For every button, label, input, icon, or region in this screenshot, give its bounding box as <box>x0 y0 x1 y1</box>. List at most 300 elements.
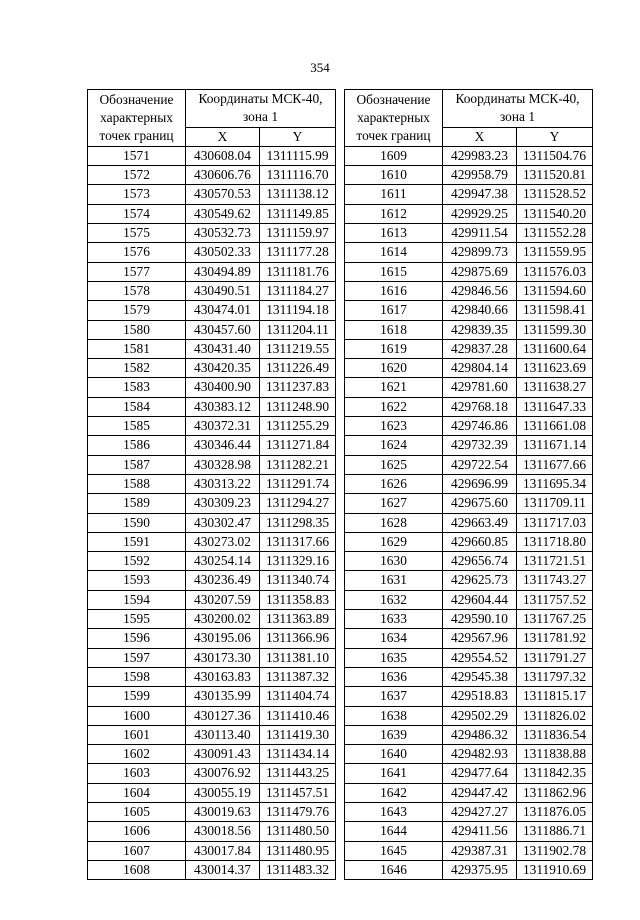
cell-y: 1311781.92 <box>517 629 593 648</box>
cell-point-id: 1601 <box>88 725 186 744</box>
header-point-line1: Обозначение <box>356 91 431 107</box>
cell-x: 430273.02 <box>186 532 260 551</box>
cell-y: 1311115.99 <box>260 146 336 165</box>
cell-point-id: 1616 <box>345 281 443 300</box>
cell-point-id: 1594 <box>88 590 186 609</box>
header-coords-line1: Координаты МСК-40, <box>455 91 580 106</box>
table-row <box>88 455 336 474</box>
header-coords-line2: зона 1 <box>499 109 536 125</box>
cell-y: 1311457.51 <box>260 783 336 802</box>
cell-x: 429899.73 <box>443 243 517 262</box>
table-row <box>88 417 336 436</box>
cell-y: 1311647.33 <box>517 397 593 416</box>
cell-x: 429545.38 <box>443 667 517 686</box>
cell-y: 1311902.78 <box>517 841 593 860</box>
table-row <box>345 513 593 532</box>
cell-point-id: 1597 <box>88 648 186 667</box>
cell-point-id: 1583 <box>88 378 186 397</box>
cell-y: 1311540.20 <box>517 204 593 223</box>
cell-point-id: 1636 <box>345 667 443 686</box>
cell-x: 430570.53 <box>186 185 260 204</box>
cell-point-id: 1571 <box>88 146 186 165</box>
cell-point-id: 1585 <box>88 417 186 436</box>
table-row <box>345 281 593 300</box>
table-row <box>345 474 593 493</box>
cell-x: 430474.01 <box>186 301 260 320</box>
cell-y: 1311671.14 <box>517 436 593 455</box>
table-row <box>88 745 336 764</box>
table-row <box>345 185 593 204</box>
cell-point-id: 1584 <box>88 397 186 416</box>
table-row <box>345 436 593 455</box>
table-row <box>88 166 336 185</box>
cell-x: 430372.31 <box>186 417 260 436</box>
table-row <box>88 822 336 841</box>
cell-y: 1311842.35 <box>517 764 593 783</box>
cell-y: 1311138.12 <box>260 185 336 204</box>
cell-y: 1311255.29 <box>260 417 336 436</box>
cell-y: 1311479.76 <box>260 802 336 821</box>
cell-x: 430163.83 <box>186 667 260 686</box>
cell-point-id: 1613 <box>345 224 443 243</box>
cell-x: 430502.33 <box>186 243 260 262</box>
header-point-designation <box>345 90 443 147</box>
table-row <box>88 378 336 397</box>
table-body-left <box>88 146 336 879</box>
cell-y: 1311528.52 <box>517 185 593 204</box>
cell-point-id: 1617 <box>345 301 443 320</box>
cell-y: 1311237.83 <box>260 378 336 397</box>
cell-y: 1311219.55 <box>260 339 336 358</box>
cell-x: 429447.42 <box>443 783 517 802</box>
table-row <box>88 224 336 243</box>
cell-x: 430254.14 <box>186 552 260 571</box>
header-coordinates <box>186 90 336 128</box>
cell-x: 430135.99 <box>186 687 260 706</box>
cell-point-id: 1618 <box>345 320 443 339</box>
cell-y: 1311159.97 <box>260 224 336 243</box>
table-row <box>88 204 336 223</box>
table-row <box>88 629 336 648</box>
cell-x: 429518.83 <box>443 687 517 706</box>
cell-point-id: 1605 <box>88 802 186 821</box>
cell-point-id: 1627 <box>345 494 443 513</box>
cell-y: 1311552.28 <box>517 224 593 243</box>
cell-point-id: 1638 <box>345 706 443 725</box>
cell-point-id: 1606 <box>88 822 186 841</box>
cell-y: 1311116.70 <box>260 166 336 185</box>
cell-point-id: 1625 <box>345 455 443 474</box>
header-coords-line1: Координаты МСК-40, <box>198 91 323 106</box>
cell-point-id: 1632 <box>345 590 443 609</box>
cell-x: 430018.56 <box>186 822 260 841</box>
table-row <box>345 571 593 590</box>
cell-point-id: 1596 <box>88 629 186 648</box>
table-row <box>88 571 336 590</box>
table-row <box>88 474 336 493</box>
cell-x: 429656.74 <box>443 552 517 571</box>
table-row <box>345 378 593 397</box>
table-row <box>88 359 336 378</box>
cell-point-id: 1589 <box>88 494 186 513</box>
cell-x: 429958.79 <box>443 166 517 185</box>
cell-y: 1311826.02 <box>517 706 593 725</box>
cell-x: 430302.47 <box>186 513 260 532</box>
cell-y: 1311480.95 <box>260 841 336 860</box>
cell-point-id: 1590 <box>88 513 186 532</box>
page-number: 354 <box>310 60 330 75</box>
cell-point-id: 1598 <box>88 667 186 686</box>
cell-point-id: 1624 <box>345 436 443 455</box>
table-row <box>345 648 593 667</box>
table-row <box>88 764 336 783</box>
table-row <box>88 262 336 281</box>
cell-x: 429375.95 <box>443 860 517 879</box>
table-row <box>88 783 336 802</box>
table-row <box>345 822 593 841</box>
table-row <box>345 301 593 320</box>
cell-point-id: 1575 <box>88 224 186 243</box>
table-row <box>345 359 593 378</box>
cell-point-id: 1644 <box>345 822 443 841</box>
cell-x: 429846.56 <box>443 281 517 300</box>
cell-x: 430207.59 <box>186 590 260 609</box>
table-row <box>88 532 336 551</box>
cell-x: 429696.99 <box>443 474 517 493</box>
cell-point-id: 1635 <box>345 648 443 667</box>
cell-y: 1311791.27 <box>517 648 593 667</box>
table-row <box>88 648 336 667</box>
cell-y: 1311177.28 <box>260 243 336 262</box>
cell-x: 429660.85 <box>443 532 517 551</box>
cell-x: 430328.98 <box>186 455 260 474</box>
cell-x: 430200.02 <box>186 610 260 629</box>
cell-y: 1311767.25 <box>517 610 593 629</box>
cell-y: 1311599.30 <box>517 320 593 339</box>
cell-y: 1311366.96 <box>260 629 336 648</box>
cell-x: 429477.64 <box>443 764 517 783</box>
table-row <box>345 552 593 571</box>
cell-x: 429387.31 <box>443 841 517 860</box>
cell-y: 1311594.60 <box>517 281 593 300</box>
cell-y: 1311838.88 <box>517 745 593 764</box>
cell-point-id: 1574 <box>88 204 186 223</box>
header-point-line2: характерных <box>100 109 173 125</box>
table-row <box>345 166 593 185</box>
cell-x: 430309.23 <box>186 494 260 513</box>
cell-point-id: 1586 <box>88 436 186 455</box>
header-coords-line2: зона 1 <box>242 109 279 125</box>
cell-y: 1311184.27 <box>260 281 336 300</box>
table-row <box>88 802 336 821</box>
cell-x: 429663.49 <box>443 513 517 532</box>
cell-x: 430400.90 <box>186 378 260 397</box>
coordinates-table-right <box>344 89 593 880</box>
table-row <box>88 146 336 165</box>
table-row <box>88 590 336 609</box>
cell-point-id: 1595 <box>88 610 186 629</box>
cell-point-id: 1572 <box>88 166 186 185</box>
cell-point-id: 1633 <box>345 610 443 629</box>
table-row <box>88 552 336 571</box>
cell-point-id: 1592 <box>88 552 186 571</box>
cell-point-id: 1604 <box>88 783 186 802</box>
table-row <box>88 667 336 686</box>
table-row <box>88 687 336 706</box>
cell-point-id: 1599 <box>88 687 186 706</box>
cell-y: 1311381.10 <box>260 648 336 667</box>
table-row <box>345 397 593 416</box>
cell-x: 429840.66 <box>443 301 517 320</box>
cell-y: 1311149.85 <box>260 204 336 223</box>
cell-point-id: 1573 <box>88 185 186 204</box>
cell-x: 429722.54 <box>443 455 517 474</box>
table-row <box>88 301 336 320</box>
cell-point-id: 1639 <box>345 725 443 744</box>
cell-point-id: 1591 <box>88 532 186 551</box>
cell-point-id: 1614 <box>345 243 443 262</box>
cell-y: 1311576.03 <box>517 262 593 281</box>
cell-x: 430055.19 <box>186 783 260 802</box>
table-row <box>88 513 336 532</box>
cell-y: 1311862.96 <box>517 783 593 802</box>
cell-point-id: 1621 <box>345 378 443 397</box>
cell-point-id: 1603 <box>88 764 186 783</box>
cell-x: 429482.93 <box>443 745 517 764</box>
cell-y: 1311181.76 <box>260 262 336 281</box>
cell-x: 429781.60 <box>443 378 517 397</box>
cell-x: 429554.52 <box>443 648 517 667</box>
cell-y: 1311886.71 <box>517 822 593 841</box>
cell-point-id: 1623 <box>345 417 443 436</box>
cell-point-id: 1622 <box>345 397 443 416</box>
coordinates-table-left <box>87 89 336 880</box>
cell-y: 1311598.41 <box>517 301 593 320</box>
cell-point-id: 1600 <box>88 706 186 725</box>
cell-y: 1311743.27 <box>517 571 593 590</box>
cell-x: 430091.43 <box>186 745 260 764</box>
cell-point-id: 1643 <box>345 802 443 821</box>
cell-y: 1311623.69 <box>517 359 593 378</box>
cell-y: 1311358.83 <box>260 590 336 609</box>
table-row <box>345 802 593 821</box>
table-row <box>88 841 336 860</box>
header-point-line3: точек границ <box>99 128 174 144</box>
cell-x: 430420.35 <box>186 359 260 378</box>
table-row <box>88 860 336 879</box>
cell-y: 1311282.21 <box>260 455 336 474</box>
header-point-line2: характерных <box>357 109 430 125</box>
cell-y: 1311559.95 <box>517 243 593 262</box>
cell-x: 429768.18 <box>443 397 517 416</box>
table-row <box>88 281 336 300</box>
table-row <box>88 397 336 416</box>
cell-x: 429625.73 <box>443 571 517 590</box>
cell-x: 429837.28 <box>443 339 517 358</box>
cell-x: 429486.32 <box>443 725 517 744</box>
cell-y: 1311483.32 <box>260 860 336 879</box>
cell-x: 430549.62 <box>186 204 260 223</box>
cell-x: 430195.06 <box>186 629 260 648</box>
table-row <box>345 841 593 860</box>
table-body-right <box>345 146 593 879</box>
cell-y: 1311504.76 <box>517 146 593 165</box>
cell-x: 429427.27 <box>443 802 517 821</box>
cell-y: 1311718.80 <box>517 532 593 551</box>
header-x: X <box>443 127 517 146</box>
cell-y: 1311410.46 <box>260 706 336 725</box>
cell-x: 429732.39 <box>443 436 517 455</box>
table-row <box>345 262 593 281</box>
cell-point-id: 1637 <box>345 687 443 706</box>
table-row <box>345 146 593 165</box>
cell-x: 429911.54 <box>443 224 517 243</box>
table-row <box>345 706 593 725</box>
cell-point-id: 1642 <box>345 783 443 802</box>
cell-point-id: 1578 <box>88 281 186 300</box>
cell-point-id: 1646 <box>345 860 443 879</box>
cell-y: 1311520.81 <box>517 166 593 185</box>
cell-y: 1311194.18 <box>260 301 336 320</box>
cell-y: 1311836.54 <box>517 725 593 744</box>
cell-y: 1311363.89 <box>260 610 336 629</box>
cell-y: 1311677.66 <box>517 455 593 474</box>
cell-x: 430014.37 <box>186 860 260 879</box>
header-point-designation <box>88 90 186 147</box>
cell-point-id: 1610 <box>345 166 443 185</box>
cell-x: 430431.40 <box>186 339 260 358</box>
cell-y: 1311317.66 <box>260 532 336 551</box>
cell-point-id: 1631 <box>345 571 443 590</box>
header-y: Y <box>260 127 336 146</box>
table-row <box>345 667 593 686</box>
table-row <box>345 590 593 609</box>
cell-point-id: 1581 <box>88 339 186 358</box>
header-x: X <box>186 127 260 146</box>
cell-y: 1311721.51 <box>517 552 593 571</box>
cell-y: 1311226.49 <box>260 359 336 378</box>
cell-x: 430383.12 <box>186 397 260 416</box>
cell-x: 429502.29 <box>443 706 517 725</box>
cell-point-id: 1579 <box>88 301 186 320</box>
cell-y: 1311876.05 <box>517 802 593 821</box>
cell-x: 429675.60 <box>443 494 517 513</box>
table-row <box>345 204 593 223</box>
cell-point-id: 1593 <box>88 571 186 590</box>
table-row <box>345 745 593 764</box>
table-row <box>345 532 593 551</box>
cell-x: 430457.60 <box>186 320 260 339</box>
cell-y: 1311340.74 <box>260 571 336 590</box>
table-row <box>345 687 593 706</box>
table-row <box>345 860 593 879</box>
cell-point-id: 1609 <box>345 146 443 165</box>
cell-x: 429929.25 <box>443 204 517 223</box>
cell-x: 429875.69 <box>443 262 517 281</box>
cell-point-id: 1640 <box>345 745 443 764</box>
cell-y: 1311717.03 <box>517 513 593 532</box>
table-row <box>345 320 593 339</box>
cell-x: 429839.35 <box>443 320 517 339</box>
cell-y: 1311695.34 <box>517 474 593 493</box>
table-row <box>345 494 593 513</box>
cell-point-id: 1628 <box>345 513 443 532</box>
cell-point-id: 1577 <box>88 262 186 281</box>
cell-y: 1311298.35 <box>260 513 336 532</box>
cell-x: 430173.30 <box>186 648 260 667</box>
cell-x: 430490.51 <box>186 281 260 300</box>
cell-point-id: 1580 <box>88 320 186 339</box>
table-row <box>88 494 336 513</box>
cell-x: 430606.76 <box>186 166 260 185</box>
cell-y: 1311271.84 <box>260 436 336 455</box>
cell-x: 430127.36 <box>186 706 260 725</box>
table-row <box>345 243 593 262</box>
cell-point-id: 1629 <box>345 532 443 551</box>
cell-y: 1311443.25 <box>260 764 336 783</box>
cell-point-id: 1620 <box>345 359 443 378</box>
cell-x: 430346.44 <box>186 436 260 455</box>
table-row <box>88 243 336 262</box>
cell-y: 1311248.90 <box>260 397 336 416</box>
cell-y: 1311815.17 <box>517 687 593 706</box>
cell-point-id: 1582 <box>88 359 186 378</box>
cell-y: 1311600.64 <box>517 339 593 358</box>
cell-y: 1311797.32 <box>517 667 593 686</box>
cell-y: 1311434.14 <box>260 745 336 764</box>
cell-y: 1311291.74 <box>260 474 336 493</box>
cell-x: 430532.73 <box>186 224 260 243</box>
cell-point-id: 1576 <box>88 243 186 262</box>
cell-x: 429411.56 <box>443 822 517 841</box>
cell-point-id: 1630 <box>345 552 443 571</box>
cell-point-id: 1634 <box>345 629 443 648</box>
cell-y: 1311294.27 <box>260 494 336 513</box>
cell-y: 1311419.30 <box>260 725 336 744</box>
cell-point-id: 1608 <box>88 860 186 879</box>
table-row <box>88 320 336 339</box>
table-row <box>88 436 336 455</box>
cell-point-id: 1607 <box>88 841 186 860</box>
cell-y: 1311404.74 <box>260 687 336 706</box>
cell-point-id: 1645 <box>345 841 443 860</box>
table-row <box>88 610 336 629</box>
cell-y: 1311757.52 <box>517 590 593 609</box>
table-row <box>345 725 593 744</box>
cell-point-id: 1612 <box>345 204 443 223</box>
cell-x: 429983.23 <box>443 146 517 165</box>
cell-point-id: 1611 <box>345 185 443 204</box>
table-row <box>88 185 336 204</box>
table-row <box>88 725 336 744</box>
cell-point-id: 1587 <box>88 455 186 474</box>
cell-x: 429947.38 <box>443 185 517 204</box>
cell-y: 1311661.08 <box>517 417 593 436</box>
table-row <box>345 783 593 802</box>
cell-x: 430236.49 <box>186 571 260 590</box>
cell-y: 1311638.27 <box>517 378 593 397</box>
cell-point-id: 1588 <box>88 474 186 493</box>
table-row <box>345 339 593 358</box>
cell-y: 1311480.50 <box>260 822 336 841</box>
header-y: Y <box>517 127 593 146</box>
cell-x: 430608.04 <box>186 146 260 165</box>
cell-x: 430019.63 <box>186 802 260 821</box>
cell-x: 429567.96 <box>443 629 517 648</box>
table-row <box>345 224 593 243</box>
cell-point-id: 1626 <box>345 474 443 493</box>
cell-point-id: 1615 <box>345 262 443 281</box>
